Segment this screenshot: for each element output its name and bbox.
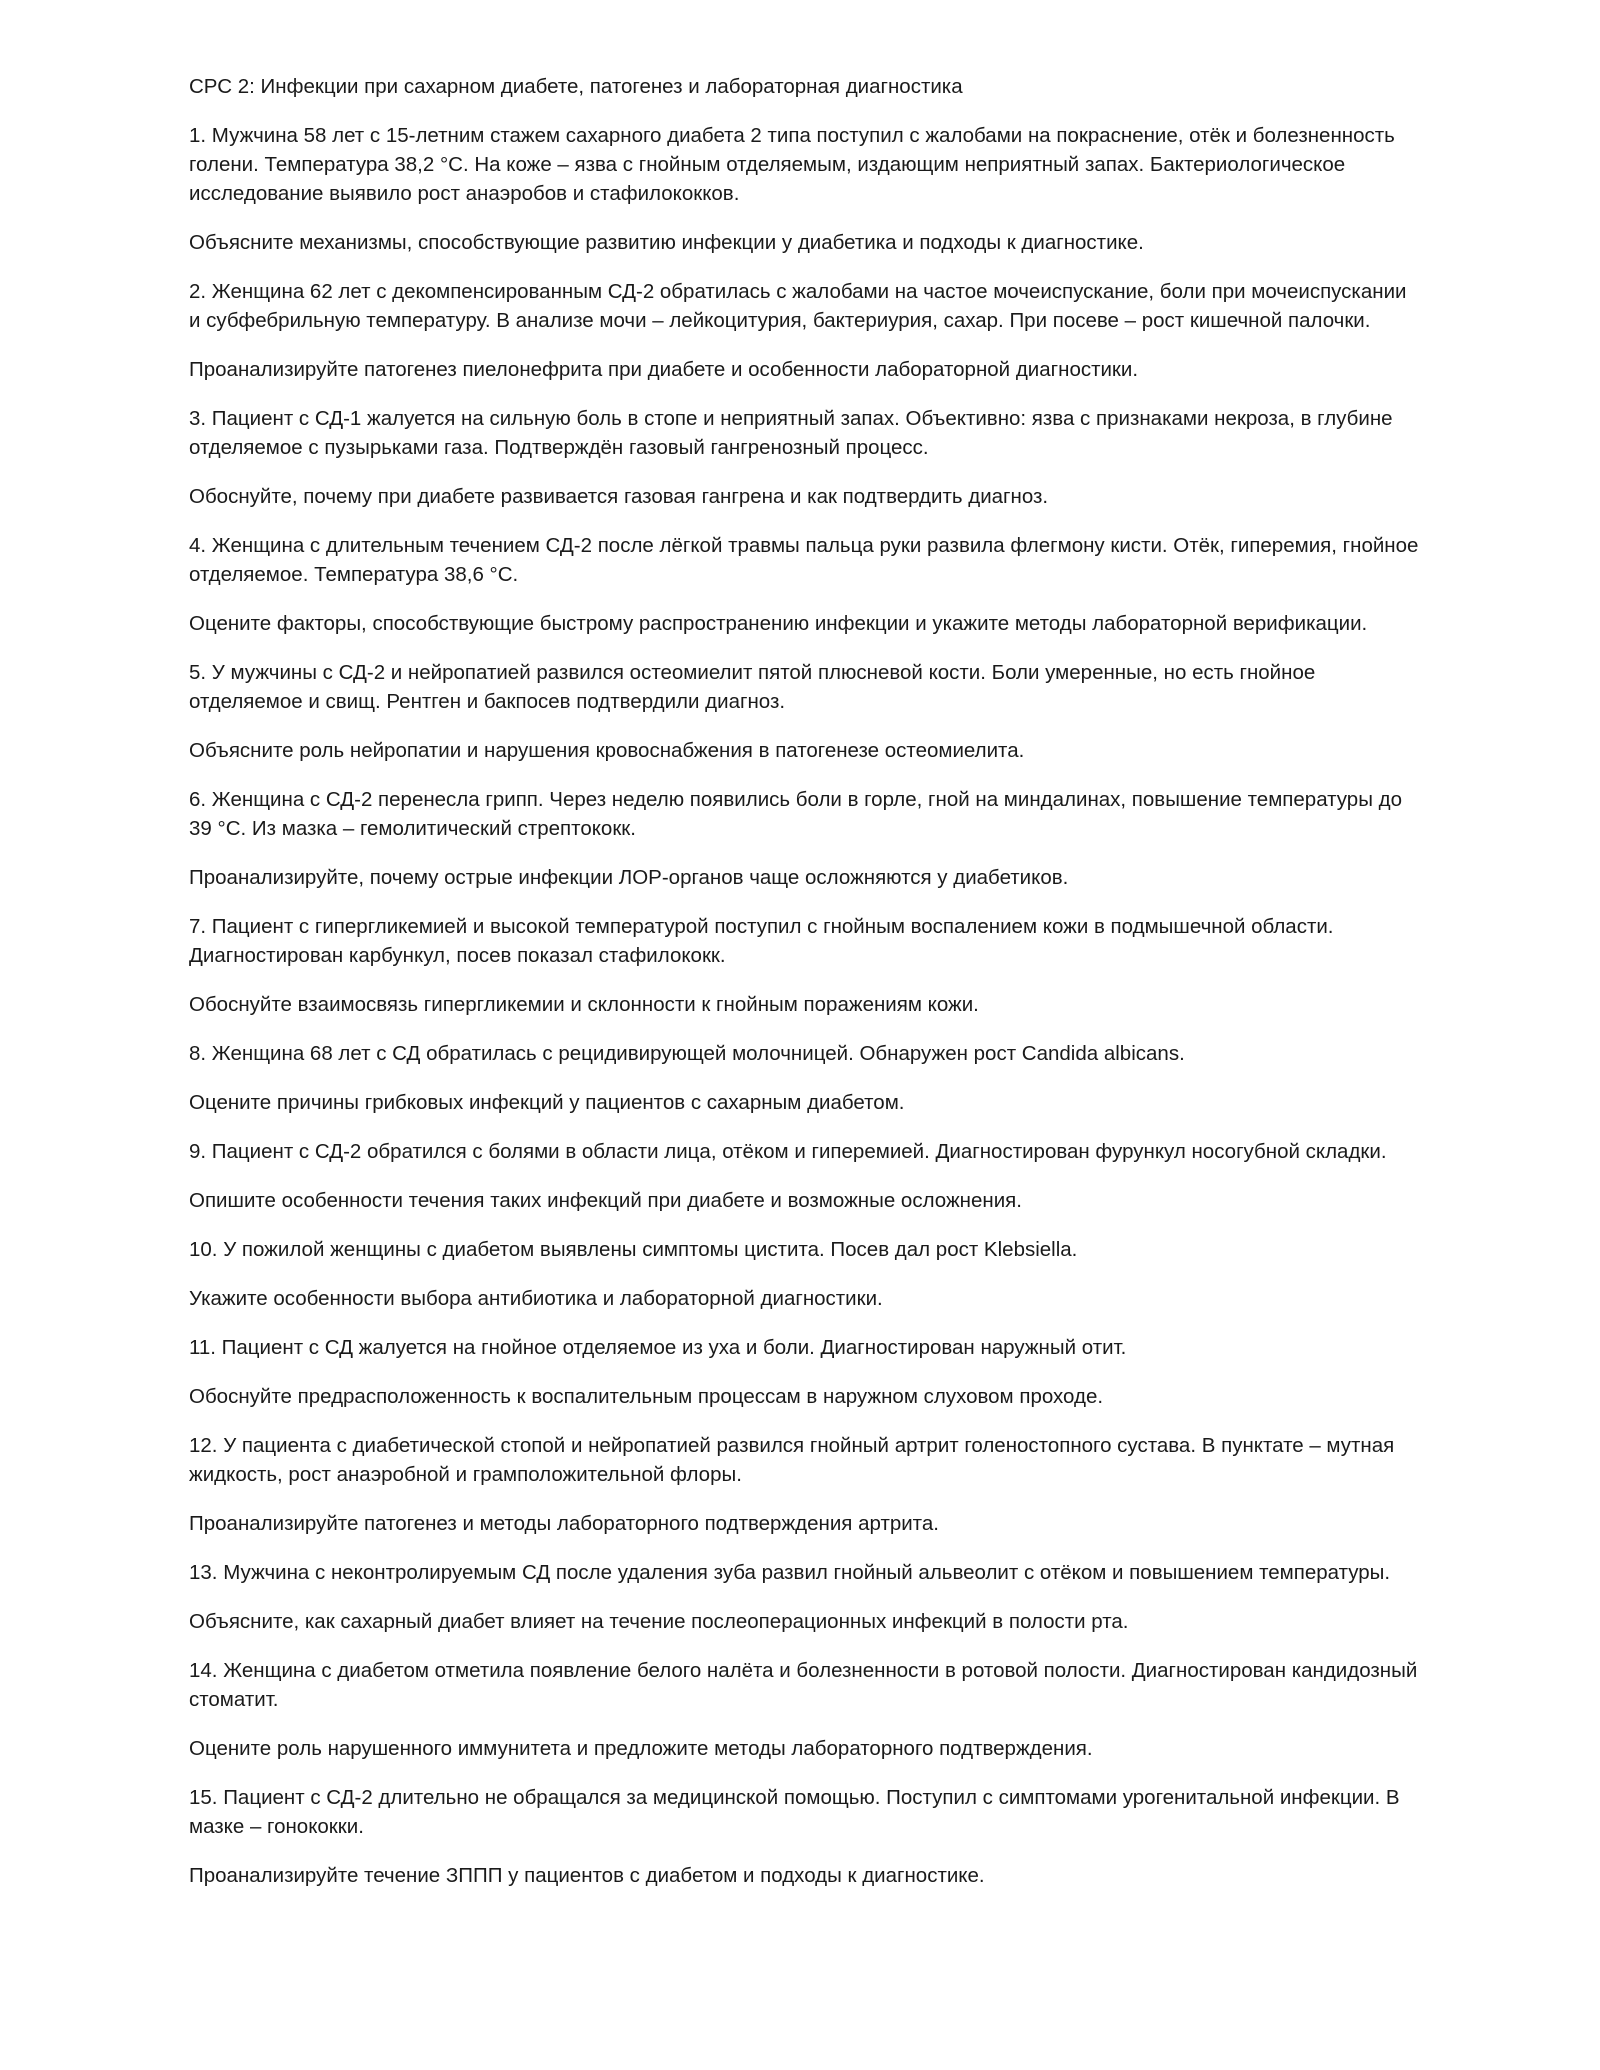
case-5 — [189, 658, 1419, 765]
case-7 — [189, 912, 1419, 1019]
case-task: Проанализируйте патогенез и методы лабораторного подтверждения артрита. — [189, 1512, 939, 1535]
case-description: 10. У пожилой женщины с диабетом выявлены симптомы цистита. Посев дал рост Klebsiella. — [189, 1238, 1078, 1261]
case-description: 14. Женщина с диабетом отметила появление белого налёта и болезненности в ротовой полости. Диагностирован кандидозный стоматит. — [189, 1659, 1418, 1711]
document-title: СРС 2: Инфекции при сахарном диабете, патогенез и лабораторная диагностика — [189, 75, 963, 98]
case-description: 8. Женщина 68 лет с СД обратилась с рецидивирующей молочницей. Обнаружен рост Candida albicans. — [189, 1042, 1185, 1065]
case-task: Объясните механизмы, способствующие развитию инфекции у диабетика и подходы к диагностике. — [189, 231, 1144, 254]
case-description: 6. Женщина с СД-2 перенесла грипп. Через неделю появились боли в горле, гной на миндалинах, повышение температуры до 39 °С. Из мазка – гемолитический стрептококк. — [189, 788, 1402, 840]
case-description: 15. Пациент с СД-2 длительно не обращался за медицинской помощью. Поступил с симптомами урогенитальной инфекции. В мазке – гонококки. — [189, 1786, 1400, 1838]
case-task: Оцените причины грибковых инфекций у пациентов с сахарным диабетом. — [189, 1091, 905, 1114]
case-task: Опишите особенности течения таких инфекций при диабете и возможные осложнения. — [189, 1189, 1022, 1212]
case-task: Обоснуйте предрасположенность к воспалительным процессам в наружном слуховом проходе. — [189, 1385, 1104, 1408]
case-6 — [189, 785, 1419, 892]
case-description: 11. Пациент с СД жалуется на гнойное отделяемое из уха и боли. Диагностирован наружный отит. — [189, 1336, 1127, 1359]
case-13 — [189, 1558, 1419, 1636]
case-description: 12. У пациента с диабетической стопой и нейропатией развился гнойный артрит голеностопного сустава. В пунктате – мутная жидкость, рост анаэробной и грамположительной флоры. — [189, 1434, 1395, 1486]
case-task: Объясните роль нейропатии и нарушения кровоснабжения в патогенезе остеомиелита. — [189, 739, 1025, 762]
case-task: Объясните, как сахарный диабет влияет на течение послеоперационных инфекций в полости рта. — [189, 1610, 1129, 1633]
case-14 — [189, 1656, 1419, 1763]
case-task: Обоснуйте, почему при диабете развивается газовая гангрена и как подтвердить диагноз. — [189, 485, 1049, 508]
case-2 — [189, 277, 1419, 384]
case-10 — [189, 1235, 1419, 1313]
case-description: 7. Пациент с гипергликемией и высокой температурой поступил с гнойным воспалением кожи в подмышечной области. Диагностирован карбункул, посев показал стафилококк. — [189, 915, 1334, 967]
case-description: 5. У мужчины с СД-2 и нейропатией развился остеомиелит пятой плюсневой кости. Боли умеренные, но есть гнойное отделяемое и свищ. Рентген и бакпосев подтвердили диагноз. — [189, 661, 1316, 713]
document-page — [189, 72, 1419, 1910]
case-8 — [189, 1039, 1419, 1117]
case-15 — [189, 1783, 1419, 1890]
case-description: 13. Мужчина с неконтролируемым СД после удаления зуба развил гнойный альвеолит с отёком и повышением температуры. — [189, 1561, 1391, 1584]
case-task: Оцените факторы, способствующие быстрому распространению инфекции и укажите методы лабораторной верификации. — [189, 612, 1368, 635]
case-description: 3. Пациент с СД-1 жалуется на сильную боль в стопе и неприятный запах. Объективно: язва с признаками некроза, в глубине отделяемое с пузырьками газа. Подтверждён газовый гангренозный процесс. — [189, 407, 1393, 459]
case-task: Оцените роль нарушенного иммунитета и предложите методы лабораторного подтверждения. — [189, 1737, 1093, 1760]
case-task: Проанализируйте патогенез пиелонефрита при диабете и особенности лабораторной диагностики. — [189, 358, 1139, 381]
case-description: 2. Женщина 62 лет с декомпенсированным СД-2 обратилась с жалобами на частое мочеиспускание, боли при мочеиспускании и субфебрильную температуру. В анализе мочи – лейкоцитурия, бактериурия, сахар. При посеве – рост кишечной палочки. — [189, 280, 1407, 332]
case-1 — [189, 121, 1419, 257]
case-task: Проанализируйте течение ЗППП у пациентов с диабетом и подходы к диагностике. — [189, 1864, 985, 1887]
case-task: Проанализируйте, почему острые инфекции ЛОР-органов чаще осложняются у диабетиков. — [189, 866, 1069, 889]
case-3 — [189, 404, 1419, 511]
case-4 — [189, 531, 1419, 638]
case-description: 9. Пациент с СД-2 обратился с болями в области лица, отёком и гиперемией. Диагностирован фурункул носогубной складки. — [189, 1140, 1387, 1163]
case-task: Укажите особенности выбора антибиотика и лабораторной диагностики. — [189, 1287, 883, 1310]
case-description: 4. Женщина с длительным течением СД-2 после лёгкой травмы пальца руки развила флегмону кисти. Отёк, гиперемия, гнойное отделяемое. Температура 38,6 °С. — [189, 534, 1419, 586]
case-11 — [189, 1333, 1419, 1411]
case-description: 1. Мужчина 58 лет с 15-летним стажем сахарного диабета 2 типа поступил с жалобами на покраснение, отёк и болезненность голени. Температура 38,2 °С. На коже – язва с гнойным отделяемым, издающим неприятный запах. Бактериологическое исследование выявило рост анаэробов и стафилококков. — [189, 124, 1395, 205]
case-task: Обоснуйте взаимосвязь гипергликемии и склонности к гнойным поражениям кожи. — [189, 993, 979, 1016]
case-12 — [189, 1431, 1419, 1538]
case-9 — [189, 1137, 1419, 1215]
